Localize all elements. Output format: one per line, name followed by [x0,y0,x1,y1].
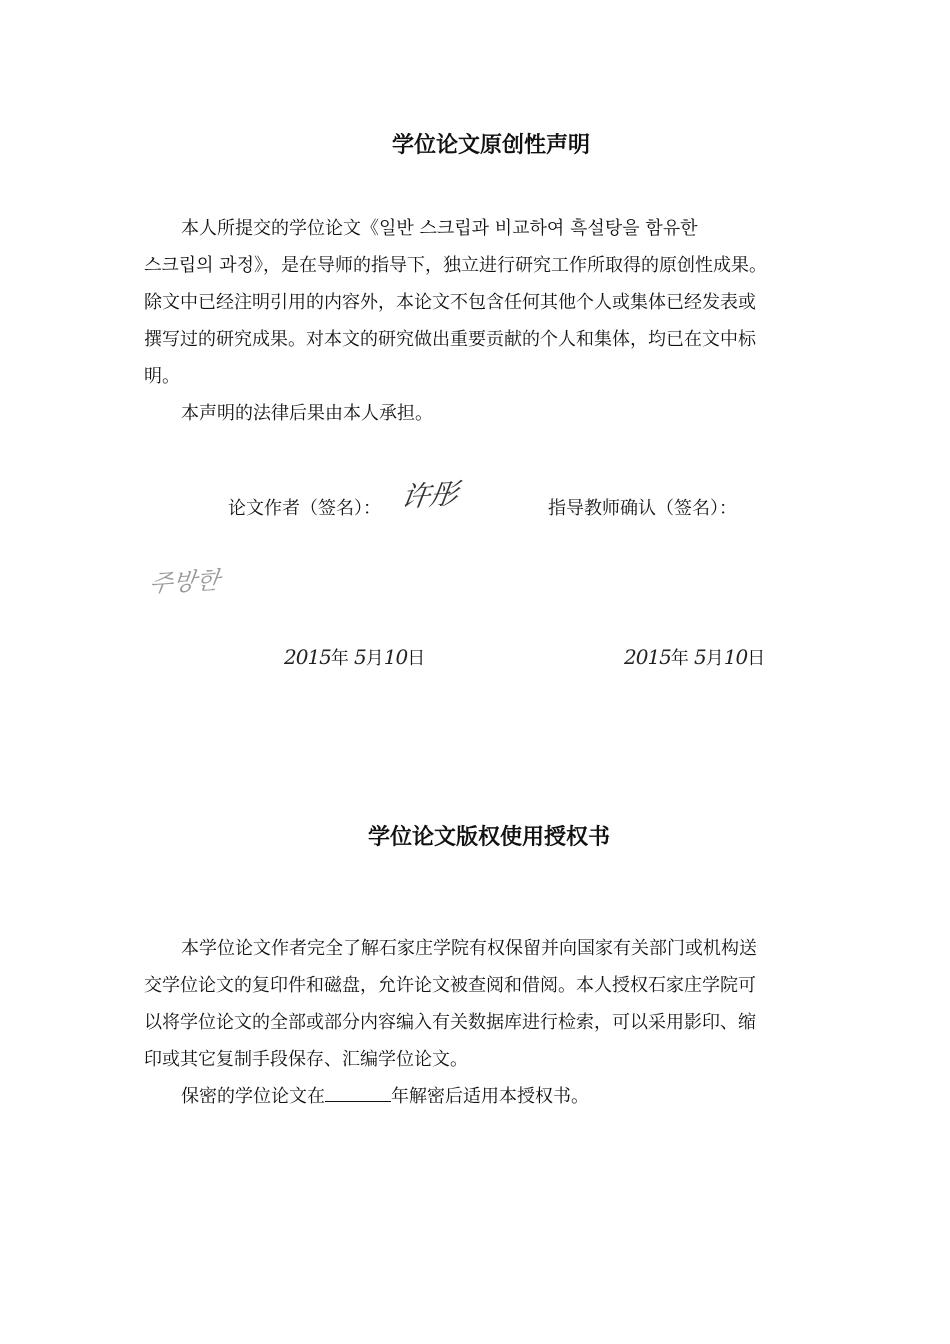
declaration-line-1: 本人所提交的学位论文《일반 스크립과 비교하여 흑설탕을 함유한 [181,218,698,239]
declaration-line-3: 除文中已经注明引用的内容外，本论文不包含任何其他个人或集体已经发表或 [144,292,756,313]
copyright-title: 学位论文版权使用授权书 [368,825,611,850]
secret-prefix: 保密的学位论文在 [181,1086,325,1107]
declaration-line-4: 撰写过的研究成果。对本文的研究做出重要贡献的个人和集体，均已在文中标 [144,329,756,350]
copyright-secret-statement [181,1078,589,1115]
secret-year-blank [325,1085,391,1102]
author-date-day: 10 [383,645,408,669]
copyright-line-2: 交学位论文的复印件和磁盘，允许论文被查阅和借阅。本人授权石家庄学院可 [144,975,756,996]
author-date [284,644,425,670]
copyright-line-1: 本学位论文作者完全了解石家庄学院有权保留并向国家有关部门或机构送 [181,938,757,959]
advisor-date-month-suffix: 月 [705,648,724,669]
advisor-date-day: 10 [723,645,748,669]
advisor-date-year-suffix: 年 [670,648,689,669]
copyright-line-3: 以将学位论文的全部或部分内容编入有关数据库进行检索，可以采用影印、缩 [144,1012,756,1033]
advisor-signature: 주방한 [147,566,222,598]
advisor-date-year: 2015 [624,645,671,669]
advisor-date-month: 5 [694,645,706,669]
declaration-statement: 本声明的法律后果由本人承担。 [181,403,433,424]
advisor-date [624,644,765,670]
author-signature: 许彤 [399,477,461,514]
author-date-day-suffix: 日 [407,648,426,669]
author-date-year-suffix: 年 [330,648,349,669]
declaration-line-2: 스크립의 과정》，是在导师的指导下，独立进行研究工作所取得的原创性成果。 [144,255,768,276]
advisor-signature-label: 指导教师确认（签名）： [548,498,737,519]
author-date-year: 2015 [284,645,331,669]
declaration-title: 学位论文原创性声明 [392,133,591,158]
author-date-month: 5 [354,645,366,669]
author-date-month-suffix: 月 [365,648,384,669]
author-signature-label: 论文作者（签名）： [228,498,381,519]
secret-suffix: 年解密后适用本授权书。 [391,1086,589,1107]
copyright-line-4: 印或其它复制手段保存、汇编学位论文。 [144,1049,468,1070]
declaration-line-5: 明。 [144,366,180,387]
advisor-date-day-suffix: 日 [747,648,766,669]
